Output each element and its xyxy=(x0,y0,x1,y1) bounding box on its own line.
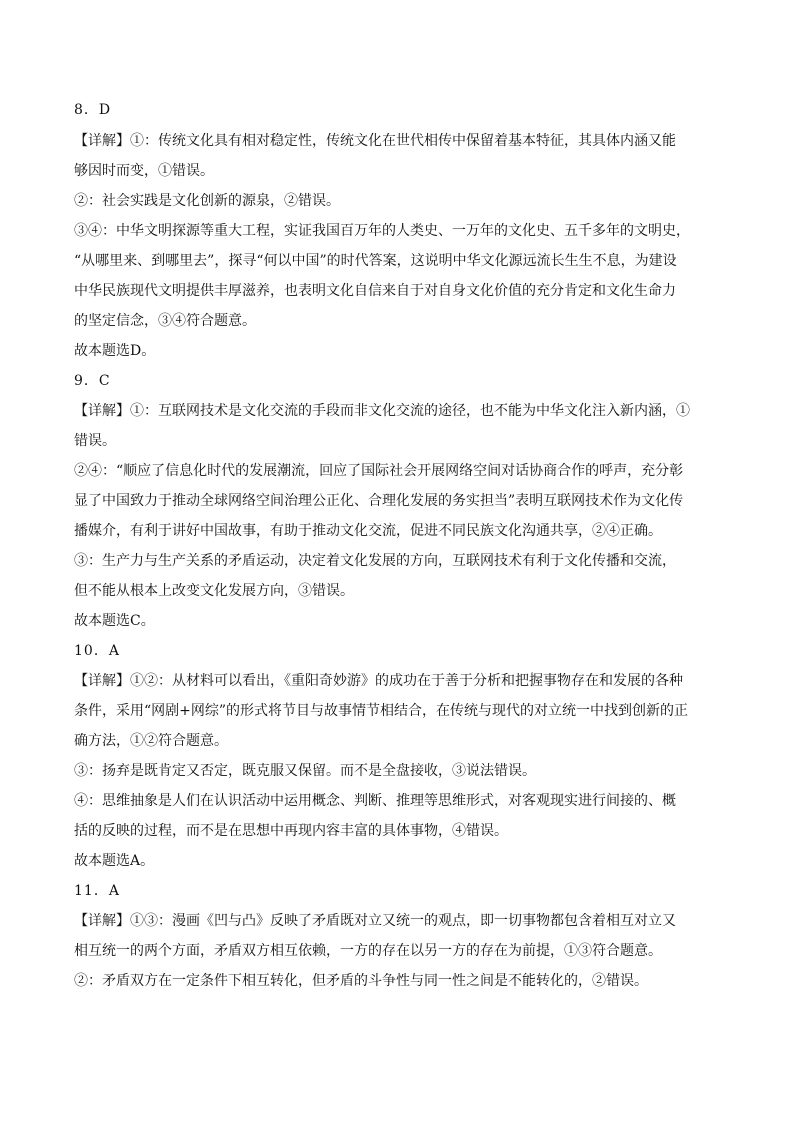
explanation-line: ②：社会实践是文化创新的源泉，②错误。 xyxy=(74,193,340,209)
explanation-line: ③：生产力与生产关系的矛盾运动，决定着文化发展的方向，互联网技术有利于文化传播和交流， xyxy=(74,553,676,569)
question-number: 10．A xyxy=(74,643,120,659)
explanation-line: 的坚定信念，③④符合题意。 xyxy=(74,313,256,329)
conclusion-line: 故本题选A。 xyxy=(74,853,155,869)
question-number: 9．C xyxy=(74,373,111,389)
explanation-line: 确方法，①②符合题意。 xyxy=(74,733,228,749)
explanation-line: 条件，采用“网剧+网综”的形式将节目与故事情节相结合，在传统与现代的对立统一中找到创新的正 xyxy=(74,703,689,719)
explanation-line: 相互统一的两个方面，矛盾双方相互依赖，一方的存在以另一方的存在为前提，①③符合题意。 xyxy=(74,943,662,959)
explanation-line: 【详解】①③：漫画《凹与凸》反映了矛盾既对立又统一的观点，即一切事物都包含着相互对立又 xyxy=(74,913,676,929)
explanation-line: 够因时而变，①错误。 xyxy=(74,163,214,179)
explanation-line: ②④：“顺应了信息化时代的发展潮流，回应了国际社会开展网络空间对话协商合作的呼声，充分彰 xyxy=(74,463,684,479)
conclusion-line: 故本题选C。 xyxy=(74,613,155,629)
explanation-line: ③：扬弃是既肯定又否定，既克服又保留。而不是全盘接收，③说法错误。 xyxy=(74,763,536,779)
explanation-line: 但不能从根本上改变文化发展方向，③错误。 xyxy=(74,583,354,599)
explanation-line: 【详解】①：互联网技术是文化交流的手段而非文化交流的途径，也不能为中华文化注入新内涵，① xyxy=(74,403,690,419)
question-11 xyxy=(74,880,680,993)
explanation-line: 播媒介，有利于讲好中国故事，有助于推动文化交流，促进不同民族文化沟通共享，②④正确。 xyxy=(74,523,662,539)
conclusion-line: 故本题选D。 xyxy=(74,343,156,359)
explanation-line: 【详解】①②：从材料可以看出，《重阳奇妙游》的成功在于善于分析和把握事物存在和发展的各种 xyxy=(74,673,683,689)
question-number: 11．A xyxy=(74,883,120,899)
question-8 xyxy=(74,99,690,363)
explanation-line: ②：矛盾双方在一定条件下相互转化，但矛盾的斗争性与同一性之间是不能转化的，②错误。 xyxy=(74,973,648,989)
explanation-line: ③④：中华文明探源等重大工程，实证我国百万年的人类史、一万年的文化史、五千多年的文明史， xyxy=(74,223,690,239)
explanation-line: ④：思维抽象是人们在认识活动中运用概念、判断、推理等思维形式，对客观现实进行间接的、概 xyxy=(74,793,676,809)
explanation-line: 错误。 xyxy=(74,433,116,449)
explanation-line: “从哪里来、到哪里去”，探寻“何以中国”的时代答案，这说明中华文化源远流长生生不息，为建设 xyxy=(74,253,677,269)
question-9 xyxy=(74,370,690,633)
explanation-line: 括的反映的过程，而不是在思想中再现内容丰富的具体事物，④错误。 xyxy=(74,823,508,839)
answer-content xyxy=(74,99,690,993)
question-number: 8．D xyxy=(74,102,112,118)
explanation-line: 中华民族现代文明提供丰厚滋养，也表明文化自信来自于对自身文化价值的充分肯定和文化生命力 xyxy=(74,283,676,299)
explanation-line: 【详解】①：传统文化具有相对稳定性，传统文化在世代相传中保留着基本特征，其具体内涵又能 xyxy=(74,133,676,149)
question-10 xyxy=(74,640,689,873)
explanation-line: 显了中国致力于推动全球网络空间治理公正化、合理化发展的务实担当”表明互联网技术作为文化传 xyxy=(74,493,684,509)
